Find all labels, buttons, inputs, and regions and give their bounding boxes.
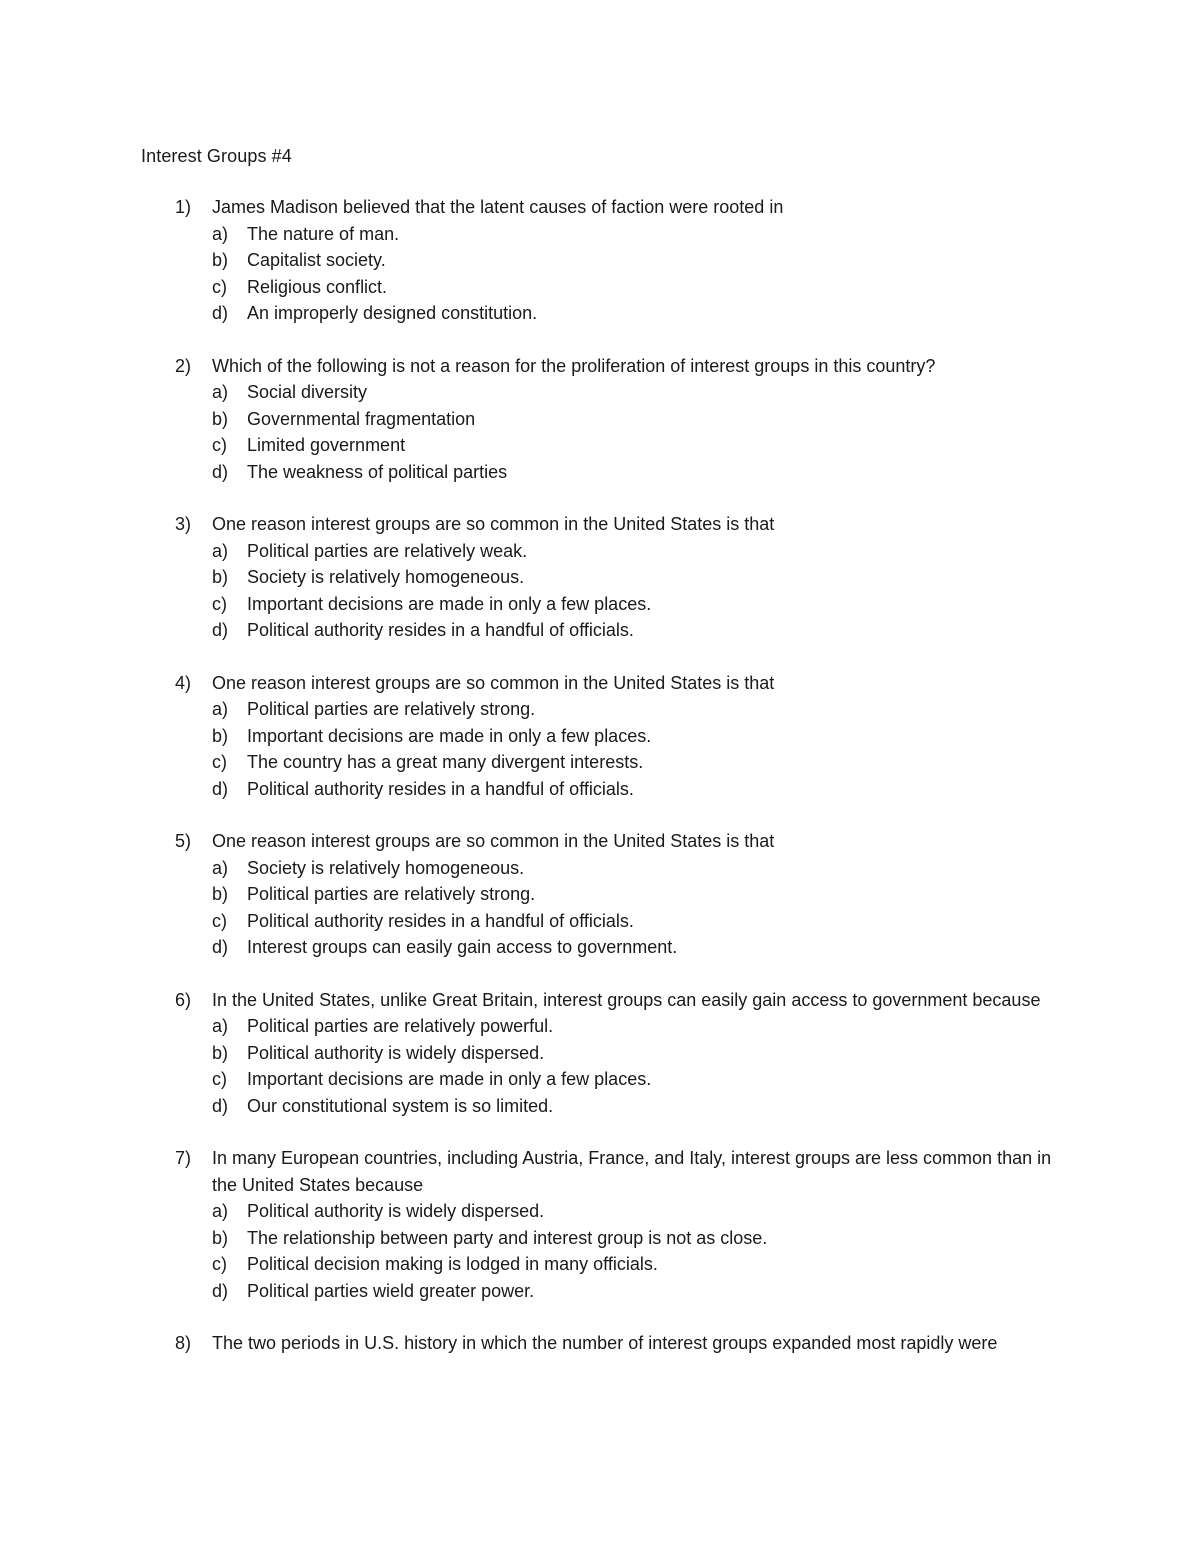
option-text: Political authority is widely dispersed.	[247, 1201, 545, 1221]
option-text: Our constitutional system is so limited.	[247, 1095, 554, 1116]
question-text: The two periods in U.S. history in which the number of interest groups expanded most rapidly were	[212, 1333, 998, 1353]
question-text: One reason interest groups are so common in the United States is that	[212, 672, 775, 693]
question-text: One reason interest groups are so common in the United States is that	[212, 514, 775, 534]
option-letter: b)	[212, 1042, 229, 1063]
option-text: Important decisions are made in only a few places.	[247, 725, 652, 746]
option-letter: b)	[212, 408, 229, 429]
option-letter: c)	[212, 276, 227, 297]
option-text: Political authority resides in a handful of officials.	[247, 910, 634, 931]
question-number: 3)	[175, 514, 192, 534]
answer-options	[0, 1013, 1200, 1119]
question-6	[0, 987, 1200, 1120]
question-stem	[0, 511, 1052, 538]
answer-options	[0, 855, 1200, 961]
answer-option	[0, 432, 1200, 459]
option-letter: c)	[212, 1069, 227, 1089]
question-number: 6)	[175, 989, 192, 1010]
option-text: Society is relatively homogeneous.	[247, 857, 525, 878]
question-stem	[0, 353, 1052, 380]
question-stem	[0, 828, 1052, 855]
option-letter: c)	[212, 910, 227, 931]
answer-option	[0, 379, 1200, 406]
question-stem	[0, 1145, 1052, 1198]
question-text: In many European countries, including Austria, France, and Italy, interest groups are less common than in the United States because	[212, 1148, 1052, 1195]
question-7	[0, 1145, 1200, 1304]
option-text: Political parties wield greater power.	[247, 1280, 535, 1301]
option-text: Religious conflict.	[247, 276, 388, 297]
option-letter: d)	[212, 1280, 229, 1301]
question-2	[0, 353, 1200, 486]
answer-option	[0, 1040, 1200, 1067]
question-number: 4)	[175, 672, 192, 693]
option-text: Political parties are relatively powerful.	[247, 1016, 554, 1036]
option-text: Political authority resides in a handful of officials.	[247, 620, 634, 640]
option-text: Governmental fragmentation	[247, 408, 476, 429]
answer-options	[0, 696, 1200, 802]
question-text: Which of the following is not a reason for the proliferation of interest groups in this country?	[212, 355, 936, 376]
answer-option	[0, 591, 1200, 618]
option-letter: c)	[212, 435, 227, 455]
question-list	[0, 194, 1200, 1383]
answer-option	[0, 274, 1200, 301]
answer-option	[0, 934, 1200, 961]
answer-option	[0, 247, 1200, 274]
option-text: Political parties are relatively strong.	[247, 884, 536, 904]
option-text: The relationship between party and interest group is not as close.	[247, 1227, 768, 1248]
option-letter: a)	[212, 223, 229, 244]
answer-option	[0, 1225, 1200, 1252]
question-5	[0, 828, 1200, 961]
option-letter: d)	[212, 620, 229, 640]
option-letter: b)	[212, 725, 229, 746]
answer-option	[0, 723, 1200, 750]
option-text: Social diversity	[247, 382, 368, 402]
option-text: Political decision making is lodged in many officials.	[247, 1254, 658, 1274]
option-letter: d)	[212, 1095, 229, 1116]
option-letter: a)	[212, 382, 229, 402]
answer-option	[0, 1013, 1200, 1040]
option-letter: a)	[212, 857, 229, 878]
answer-options	[0, 379, 1200, 485]
question-stem	[0, 1330, 1052, 1357]
option-letter: c)	[212, 752, 227, 772]
option-letter: d)	[212, 303, 229, 323]
answer-options	[0, 221, 1200, 327]
option-letter: d)	[212, 778, 229, 799]
answer-option	[0, 908, 1200, 935]
question-3	[0, 511, 1200, 644]
answer-option	[0, 564, 1200, 591]
question-text: James Madison believed that the latent causes of faction were rooted in	[212, 197, 784, 217]
answer-option	[0, 855, 1200, 882]
question-8	[0, 1330, 1200, 1357]
option-text: Political parties are relatively strong.	[247, 699, 536, 719]
option-letter: a)	[212, 1016, 229, 1036]
option-text: Political authority resides in a handful of officials.	[247, 778, 634, 799]
option-text: The weakness of political parties	[247, 461, 508, 482]
answer-option	[0, 221, 1200, 248]
answer-option	[0, 1093, 1200, 1120]
question-number: 2)	[175, 355, 192, 376]
option-text: The country has a great many divergent interests.	[247, 752, 644, 772]
option-letter: a)	[212, 1201, 229, 1221]
answer-options	[0, 538, 1200, 644]
question-stem	[0, 987, 1052, 1014]
question-text: One reason interest groups are so common in the United States is that	[212, 831, 775, 851]
answer-option	[0, 776, 1200, 803]
answer-option	[0, 538, 1200, 565]
option-letter: d)	[212, 937, 229, 957]
answer-option	[0, 406, 1200, 433]
option-text: An improperly designed constitution.	[247, 303, 538, 323]
question-number: 7)	[175, 1148, 192, 1168]
option-text: Interest groups can easily gain access to government.	[247, 937, 678, 957]
option-letter: a)	[212, 699, 229, 719]
question-1	[0, 194, 1200, 327]
document-title: Interest Groups #4	[141, 146, 292, 166]
option-letter: a)	[212, 540, 229, 561]
answer-option	[0, 617, 1200, 644]
question-number: 5)	[175, 831, 192, 851]
option-letter: c)	[212, 1254, 227, 1274]
question-number: 1)	[175, 197, 192, 217]
option-letter: c)	[212, 593, 227, 614]
question-4	[0, 670, 1200, 803]
answer-options	[0, 1198, 1200, 1304]
option-text: Limited government	[247, 435, 406, 455]
question-number: 8)	[175, 1333, 192, 1353]
option-letter: b)	[212, 567, 229, 587]
option-text: Capitalist society.	[247, 250, 386, 270]
answer-option	[0, 1251, 1200, 1278]
question-stem	[0, 194, 1052, 221]
option-text: Important decisions are made in only a few places.	[247, 1069, 652, 1089]
option-text: The nature of man.	[247, 223, 400, 244]
option-letter: b)	[212, 1227, 229, 1248]
question-stem	[0, 670, 1052, 697]
answer-option	[0, 1198, 1200, 1225]
answer-option	[0, 696, 1200, 723]
option-text: Political parties are relatively weak.	[247, 540, 528, 561]
answer-option	[0, 1066, 1200, 1093]
answer-option	[0, 459, 1200, 486]
option-text: Political authority is widely dispersed.	[247, 1042, 545, 1063]
option-letter: b)	[212, 250, 229, 270]
option-text: Important decisions are made in only a few places.	[247, 593, 652, 614]
option-letter: d)	[212, 461, 229, 482]
answer-option	[0, 749, 1200, 776]
answer-option	[0, 1278, 1200, 1305]
option-text: Society is relatively homogeneous.	[247, 567, 525, 587]
question-text: In the United States, unlike Great Britain, interest groups can easily gain access to government because	[212, 989, 1041, 1010]
option-letter: b)	[212, 884, 229, 904]
answer-option	[0, 881, 1200, 908]
answer-option	[0, 300, 1200, 327]
